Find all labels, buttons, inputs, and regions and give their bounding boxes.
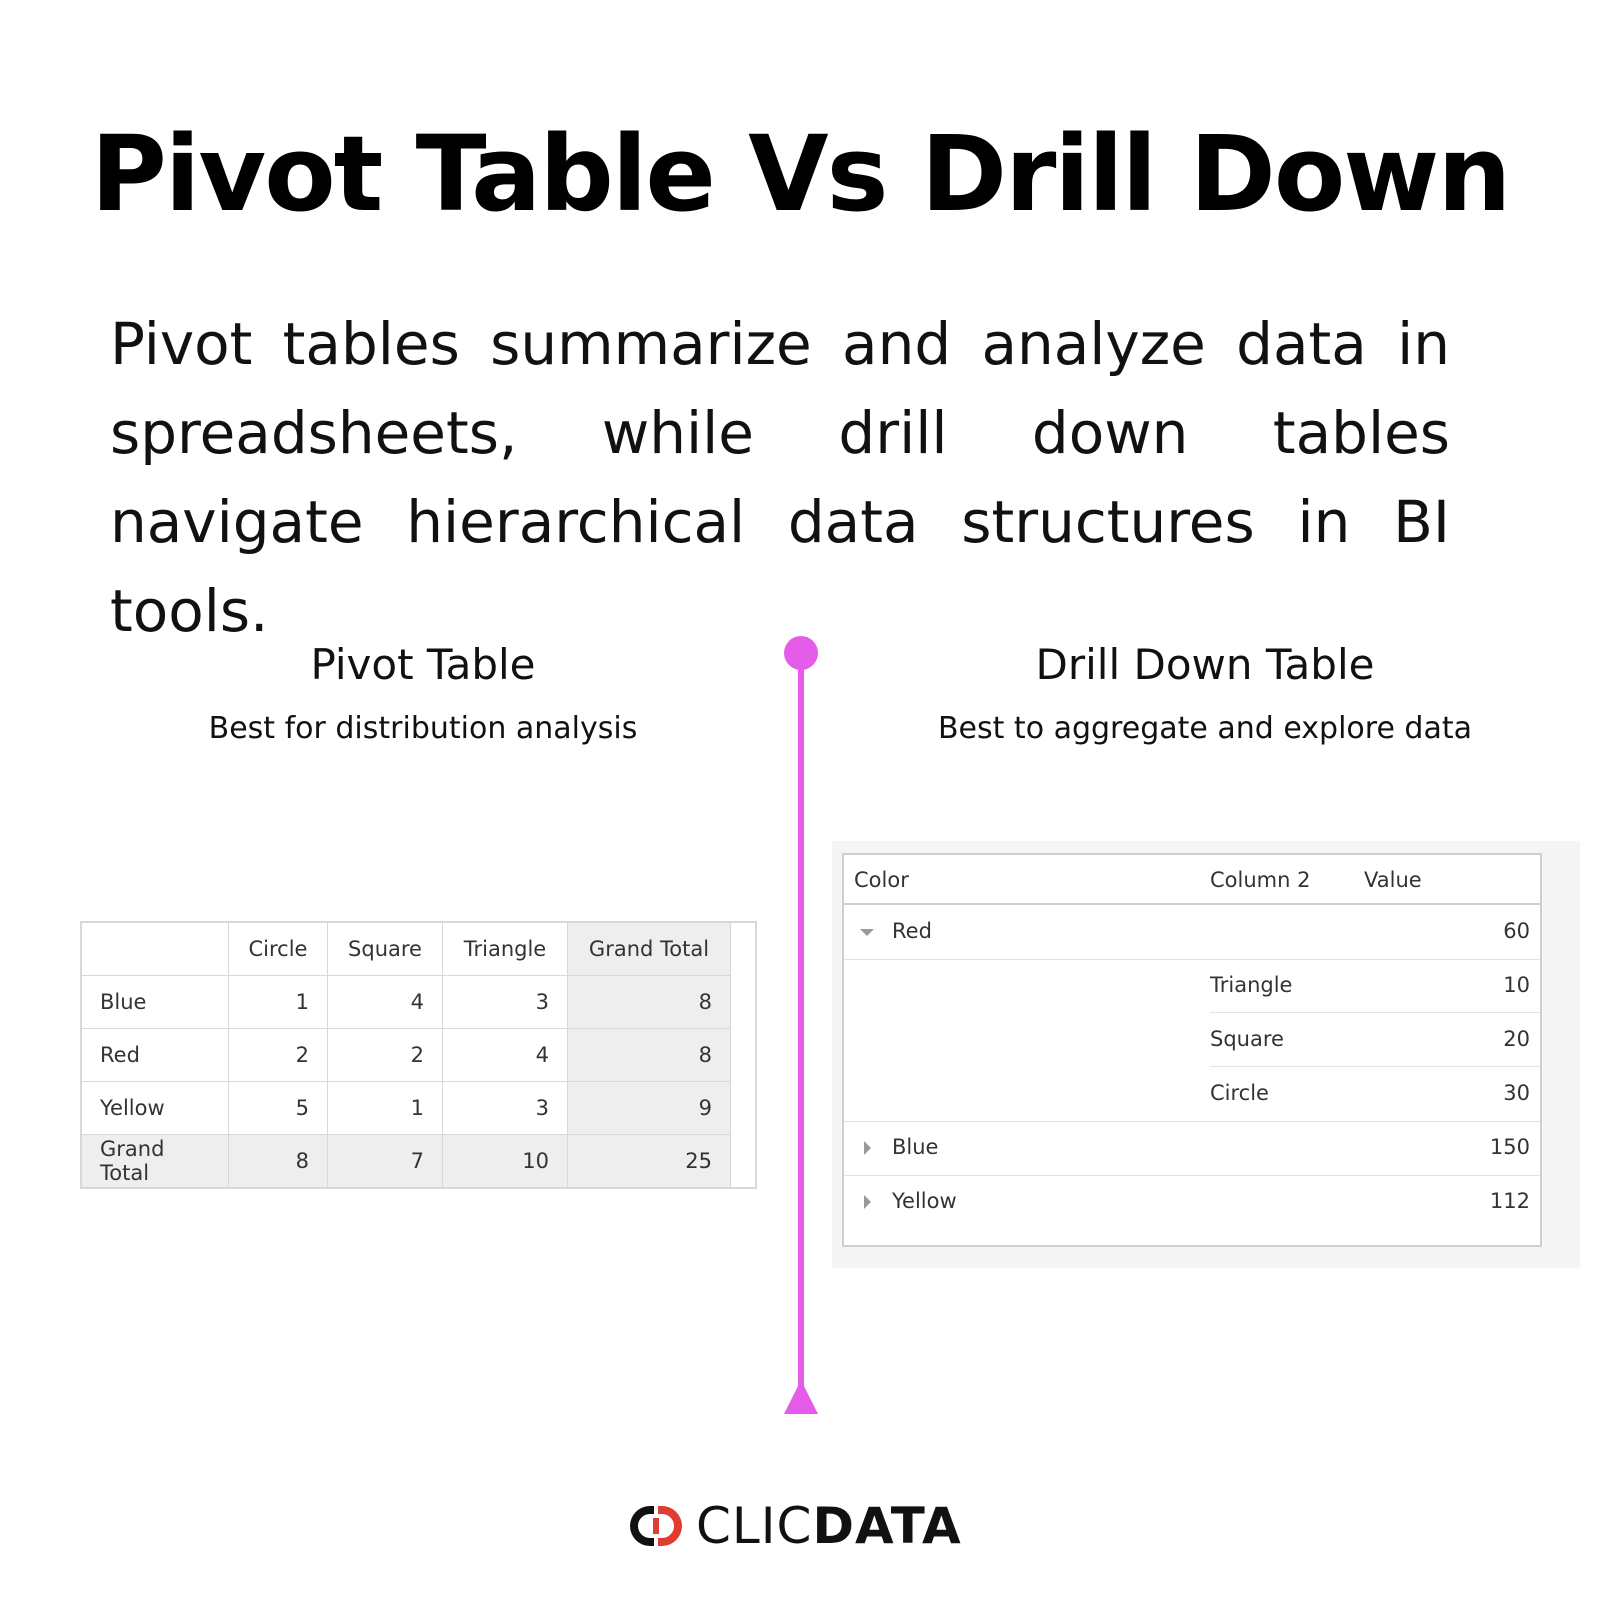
clicdata-logo-text: CLICDATA [696, 1497, 962, 1555]
drill-section-subtitle: Best to aggregate and explore data [937, 711, 1473, 746]
page-title: Pivot Table Vs Drill Down [90, 113, 1510, 235]
drill-child-row [844, 1013, 1540, 1067]
drill-child-value: 20 [1503, 1027, 1530, 1051]
drill-child-value: 10 [1503, 973, 1530, 997]
pivot-header-row [81, 922, 756, 976]
drill-child-value: 30 [1503, 1081, 1530, 1105]
caret-right-icon[interactable] [864, 1195, 871, 1209]
drill-row-label: Blue [892, 1135, 939, 1159]
drill-row-yellow[interactable] [844, 1175, 1540, 1229]
pivot-row-total: 9 [568, 1082, 731, 1135]
drill-row-label: Yellow [892, 1189, 957, 1213]
caret-down-icon[interactable] [860, 929, 874, 936]
clicdata-logo [630, 1497, 990, 1555]
drill-child-label: Circle [1210, 1081, 1269, 1105]
pivot-cell: 2 [328, 1029, 443, 1082]
pivot-cell: 3 [443, 976, 568, 1029]
drill-child-row [844, 1067, 1540, 1122]
drill-header-column2[interactable]: Column 2 [1210, 868, 1311, 892]
drill-row-value: 150 [1489, 1135, 1530, 1159]
drill-row-label: Red [892, 919, 932, 943]
drill-down-panel [832, 841, 1580, 1268]
drill-header-color[interactable]: Color [854, 868, 909, 892]
pivot-header-square: Square [328, 922, 443, 976]
drill-section-title: Drill Down Table [1035, 640, 1375, 689]
pivot-row-label: Grand Total [81, 1135, 229, 1189]
pivot-cell: 10 [443, 1135, 568, 1189]
divider-line [798, 660, 804, 1400]
drill-row-red[interactable] [844, 905, 1540, 960]
pivot-grand-total: 25 [568, 1135, 731, 1189]
pivot-header-triangle: Triangle [443, 922, 568, 976]
drill-child-label: Square [1210, 1027, 1284, 1051]
drill-row-value: 112 [1489, 1189, 1530, 1213]
drill-header-value[interactable]: Value [1364, 868, 1422, 892]
pivot-cell: 4 [328, 976, 443, 1029]
pivot-section-subtitle: Best for distribution analysis [208, 711, 638, 746]
pivot-cell: 2 [229, 1029, 328, 1082]
pivot-header-grand-total: Grand Total [568, 922, 731, 976]
pivot-row-blue [81, 976, 756, 1029]
drill-child-label: Triangle [1210, 973, 1293, 997]
drill-header-row [844, 855, 1540, 905]
pivot-cell: 7 [328, 1135, 443, 1189]
pivot-cell: 1 [328, 1082, 443, 1135]
pivot-header-circle: Circle [229, 922, 328, 976]
pivot-header-corner [81, 922, 229, 976]
divider-arrow-icon [784, 1380, 818, 1414]
pivot-cell: 3 [443, 1082, 568, 1135]
pivot-section-title: Pivot Table [310, 640, 536, 689]
drill-row-value: 60 [1503, 919, 1530, 943]
pivot-row-label: Red [81, 1029, 229, 1082]
drill-child-row [844, 959, 1540, 1013]
pivot-cell: 5 [229, 1082, 328, 1135]
pivot-cell: 1 [229, 976, 328, 1029]
pivot-cell: 8 [229, 1135, 328, 1189]
drill-row-blue[interactable] [844, 1121, 1540, 1176]
drill-down-table [842, 853, 1542, 1247]
pivot-row-label: Yellow [81, 1082, 229, 1135]
pivot-row-grand-total [81, 1135, 756, 1189]
pivot-row-total: 8 [568, 976, 731, 1029]
caret-right-icon[interactable] [864, 1141, 871, 1155]
pivot-cell: 4 [443, 1029, 568, 1082]
clicdata-logo-icon [630, 1502, 682, 1550]
pivot-row-yellow [81, 1082, 756, 1135]
pivot-row-total: 8 [568, 1029, 731, 1082]
pivot-table [80, 921, 757, 1189]
pivot-row-red [81, 1029, 756, 1082]
intro-paragraph: Pivot tables summarize and analyze data in spreadsheets, while drill down tables navigate hierarchical data structures in BI tools. [110, 310, 1450, 645]
pivot-row-label: Blue [81, 976, 229, 1029]
